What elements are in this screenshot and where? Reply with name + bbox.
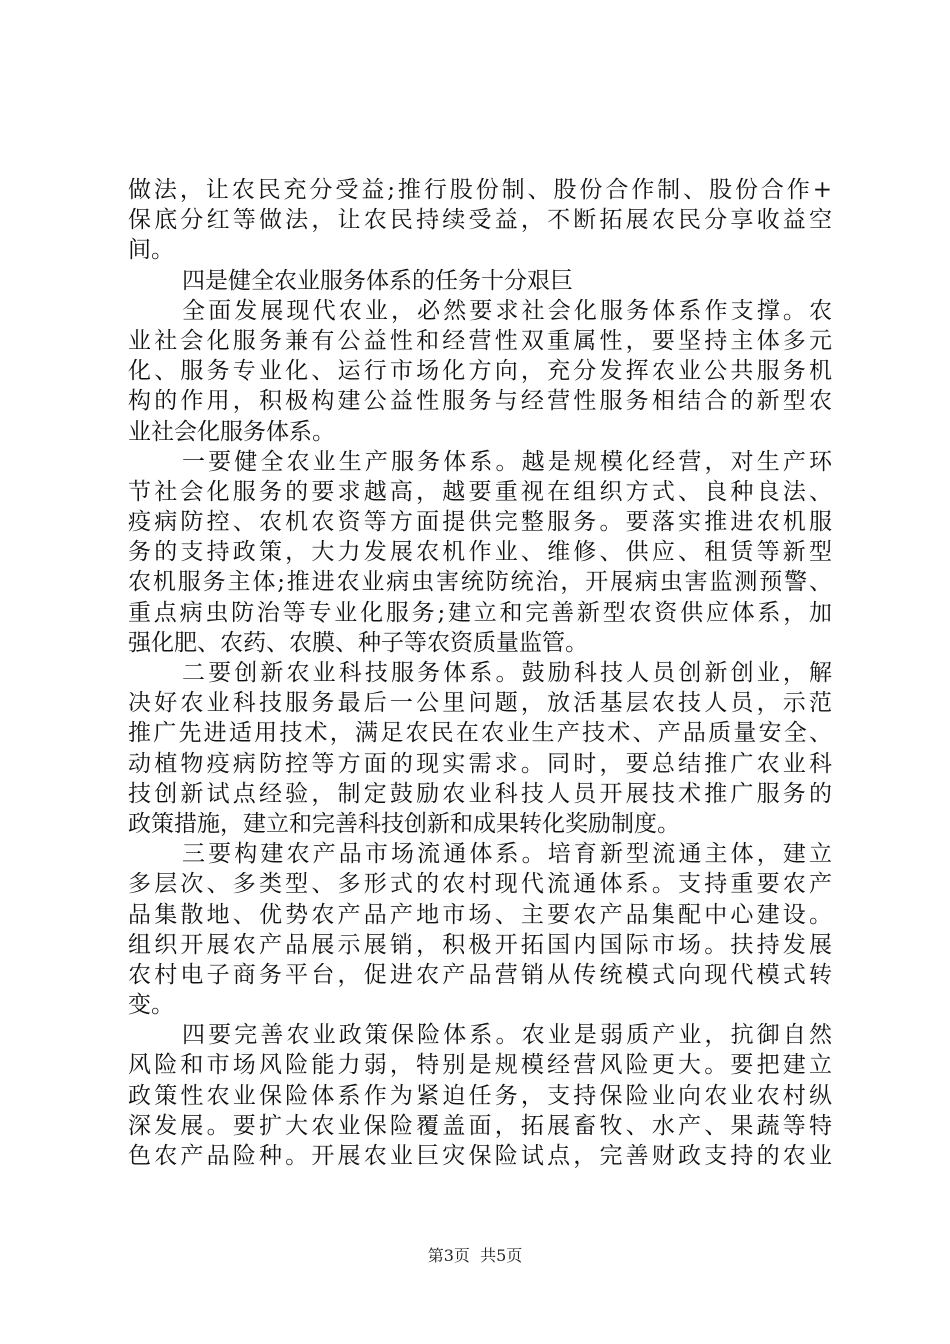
text-line: 务的支持政策，大力发展农机作业、维修、供应、租赁等新型: [128, 539, 832, 566]
text-line: 重点病虫防治等专业化服务;建立和完善新型农资供应体系，加: [128, 599, 832, 626]
text-line: 一要健全农业生产服务体系。越是规模化经营，对生产环: [182, 448, 832, 475]
text-line: 农机服务主体;推进农业病虫害统防统治，开展病虫害监测预警、: [128, 569, 832, 596]
text-line: 全面发展现代农业，必然要求社会化服务体系作支撑。农: [182, 297, 832, 324]
text-line: 变。: [128, 992, 174, 1019]
page-number-label: 第3页 共5页: [427, 1246, 523, 1265]
text-line: 四要完善农业政策保险体系。农业是弱质产业，抗御自然: [182, 1022, 832, 1049]
text-line: 强化肥、农药、农膜、种子等农资质量监管。: [128, 629, 588, 656]
text-line: 深发展。要扩大农业保险覆盖面，拓展畜牧、水产、果蔬等特: [128, 1112, 832, 1139]
text-line: 业社会化服务体系。: [128, 418, 335, 445]
text-line: 节社会化服务的要求越高，越要重视在组织方式、良种良法、: [128, 478, 832, 505]
text-line: 政策措施，建立和完善科技创新和成果转化奖励制度。: [128, 810, 680, 837]
text-line: 色农产品险种。开展农业巨灾保险试点，完善财政支持的农业: [128, 1143, 832, 1169]
text-line: 疫病防控、农机农资等方面提供完整服务。要落实推进农机服: [128, 509, 832, 536]
text-line: 化、服务专业化、运行市场化方向，充分发挥农业公共服务机: [128, 358, 832, 385]
text-line: 技创新试点经验，制定鼓励农业科技人员开展技术推广服务的: [128, 780, 832, 807]
text-line: 间。: [128, 237, 174, 264]
text-line: 保底分红等做法，让农民持续受益，不断拓展农民分享收益空: [128, 207, 832, 234]
text-line: 业社会化服务兼有公益性和经营性双重属性，要坚持主体多元: [128, 327, 832, 354]
text-line: 四是健全农业服务体系的任务十分艰巨: [182, 267, 573, 294]
text-line: 推广先进适用技术，满足农民在农业生产技术、产品质量安全、: [128, 720, 832, 747]
text-line: 品集散地、优势农产品产地市场、主要农产品集配中心建设。: [128, 901, 832, 928]
text-line: 动植物疫病防控等方面的现实需求。同时，要总结推广农业科: [128, 750, 832, 777]
text-line: 构的作用，积极构建公益性服务与经营性服务相结合的新型农: [128, 388, 832, 415]
text-line: 组织开展农产品展示展销，积极开拓国内国际市场。扶持发展: [128, 931, 832, 958]
text-line: 风险和市场风险能力弱，特别是规模经营风险更大。要把建立: [128, 1052, 832, 1079]
text-line: 政策性农业保险体系作为紧迫任务，支持保险业向农业农村纵: [128, 1082, 832, 1109]
document-body: [128, 175, 832, 1171]
text-line: 多层次、多类型、多形式的农村现代流通体系。支持重要农产: [128, 871, 832, 898]
text-line: 决好农业科技服务最后一公里问题，放活基层农技人员，示范: [128, 690, 832, 717]
page-footer: [0, 1246, 950, 1266]
text-line: 做法，让农民充分受益;推行股份制、股份合作制、股份合作+: [128, 177, 832, 203]
text-line: 三要构建农产品市场流通体系。培育新型流通主体，建立: [182, 841, 832, 868]
text-line: 农村电子商务平台，促进农产品营销从传统模式向现代模式转: [128, 961, 832, 988]
text-line: 二要创新农业科技服务体系。鼓励科技人员创新创业，解: [182, 660, 832, 686]
